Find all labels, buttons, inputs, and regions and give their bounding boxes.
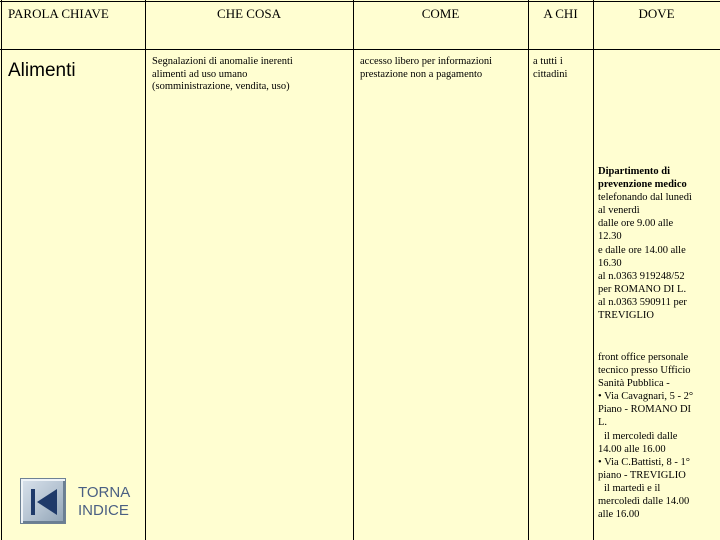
torna-indice-button[interactable]: [20, 478, 66, 524]
a-chi-cell: [533, 56, 593, 81]
table-border-top: [0, 1, 720, 2]
dove-line: tecnico presso Ufficio: [598, 365, 691, 377]
che-cosa-line: (somministrazione, vendita, uso): [152, 81, 290, 93]
header-parola-chiave: PAROLA CHIAVE: [8, 6, 109, 21]
a-chi-line: cittadini: [533, 68, 568, 80]
che-cosa-line: Segnalazioni di anomalie inerenti: [152, 56, 293, 67]
che-cosa-line: alimenti ad uso umano: [152, 68, 248, 80]
come-line: prestazione non a pagamento: [360, 68, 483, 80]
dove-line: 14.00 alle 16.00: [598, 443, 666, 455]
torna-indice-link[interactable]: [78, 484, 130, 520]
header-dove: DOVE: [638, 6, 675, 21]
dove-line: per ROMANO DI L.: [598, 283, 687, 295]
dove-line: dalle ore 9.00 alle: [598, 218, 674, 230]
dove-line: • Via C.Battisti, 8 - 1°: [598, 456, 690, 468]
table-border-left: [1, 0, 2, 540]
column-divider: [593, 0, 594, 540]
come-cell: [360, 56, 528, 81]
header-a-chi: A CHI: [543, 6, 578, 21]
keyword-label: Alimenti: [8, 60, 76, 81]
dove-line: il martedì e il: [604, 482, 661, 494]
column-divider: [528, 0, 529, 540]
dove-line: e dalle ore 14.00 alle: [598, 244, 686, 256]
dove-title-line: prevenzione medico: [598, 179, 687, 191]
dove-line: al n.0363 590911 per: [598, 296, 687, 308]
torna-label: TORNA: [78, 484, 131, 501]
column-divider: [145, 0, 146, 540]
dove-line: telefonando dal lunedì: [598, 192, 692, 204]
header-divider: [0, 49, 720, 50]
dove-line: piano - TREVIGLIO: [598, 469, 686, 481]
dove-line: Piano - ROMANO DI: [598, 404, 692, 416]
dove-line: • Via Cavagnari, 5 - 2°: [598, 391, 694, 403]
dove-block-dipartimento: [598, 165, 718, 322]
che-cosa-cell: [152, 56, 352, 94]
indice-label: INDICE: [78, 502, 129, 519]
dove-block-front-office: [598, 351, 718, 521]
dove-line: al venerdì: [598, 205, 640, 217]
header-che-cosa: CHE COSA: [217, 6, 281, 21]
a-chi-line: a tutti i: [533, 56, 563, 67]
dove-line: L.: [598, 417, 608, 429]
dove-line: alle 16.00: [598, 509, 640, 521]
skip-to-start-icon: [27, 485, 61, 519]
come-line: accesso libero per informazioni: [360, 56, 493, 67]
dove-line: mercoledì dalle 14.00: [598, 496, 690, 508]
dove-line: front office personale: [598, 352, 689, 363]
dove-line: TREVIGLIO: [598, 310, 654, 322]
dove-line: 12.30: [598, 231, 622, 243]
dove-line: 16.30: [598, 257, 622, 269]
dove-line: Sanità Pubblica -: [598, 378, 670, 390]
dove-title-line: Dipartimento di: [598, 166, 671, 177]
header-come: COME: [421, 6, 460, 21]
dove-line: il mercoledì dalle: [604, 430, 678, 442]
column-divider: [353, 0, 354, 540]
dove-line: al n.0363 919248/52: [598, 270, 685, 282]
